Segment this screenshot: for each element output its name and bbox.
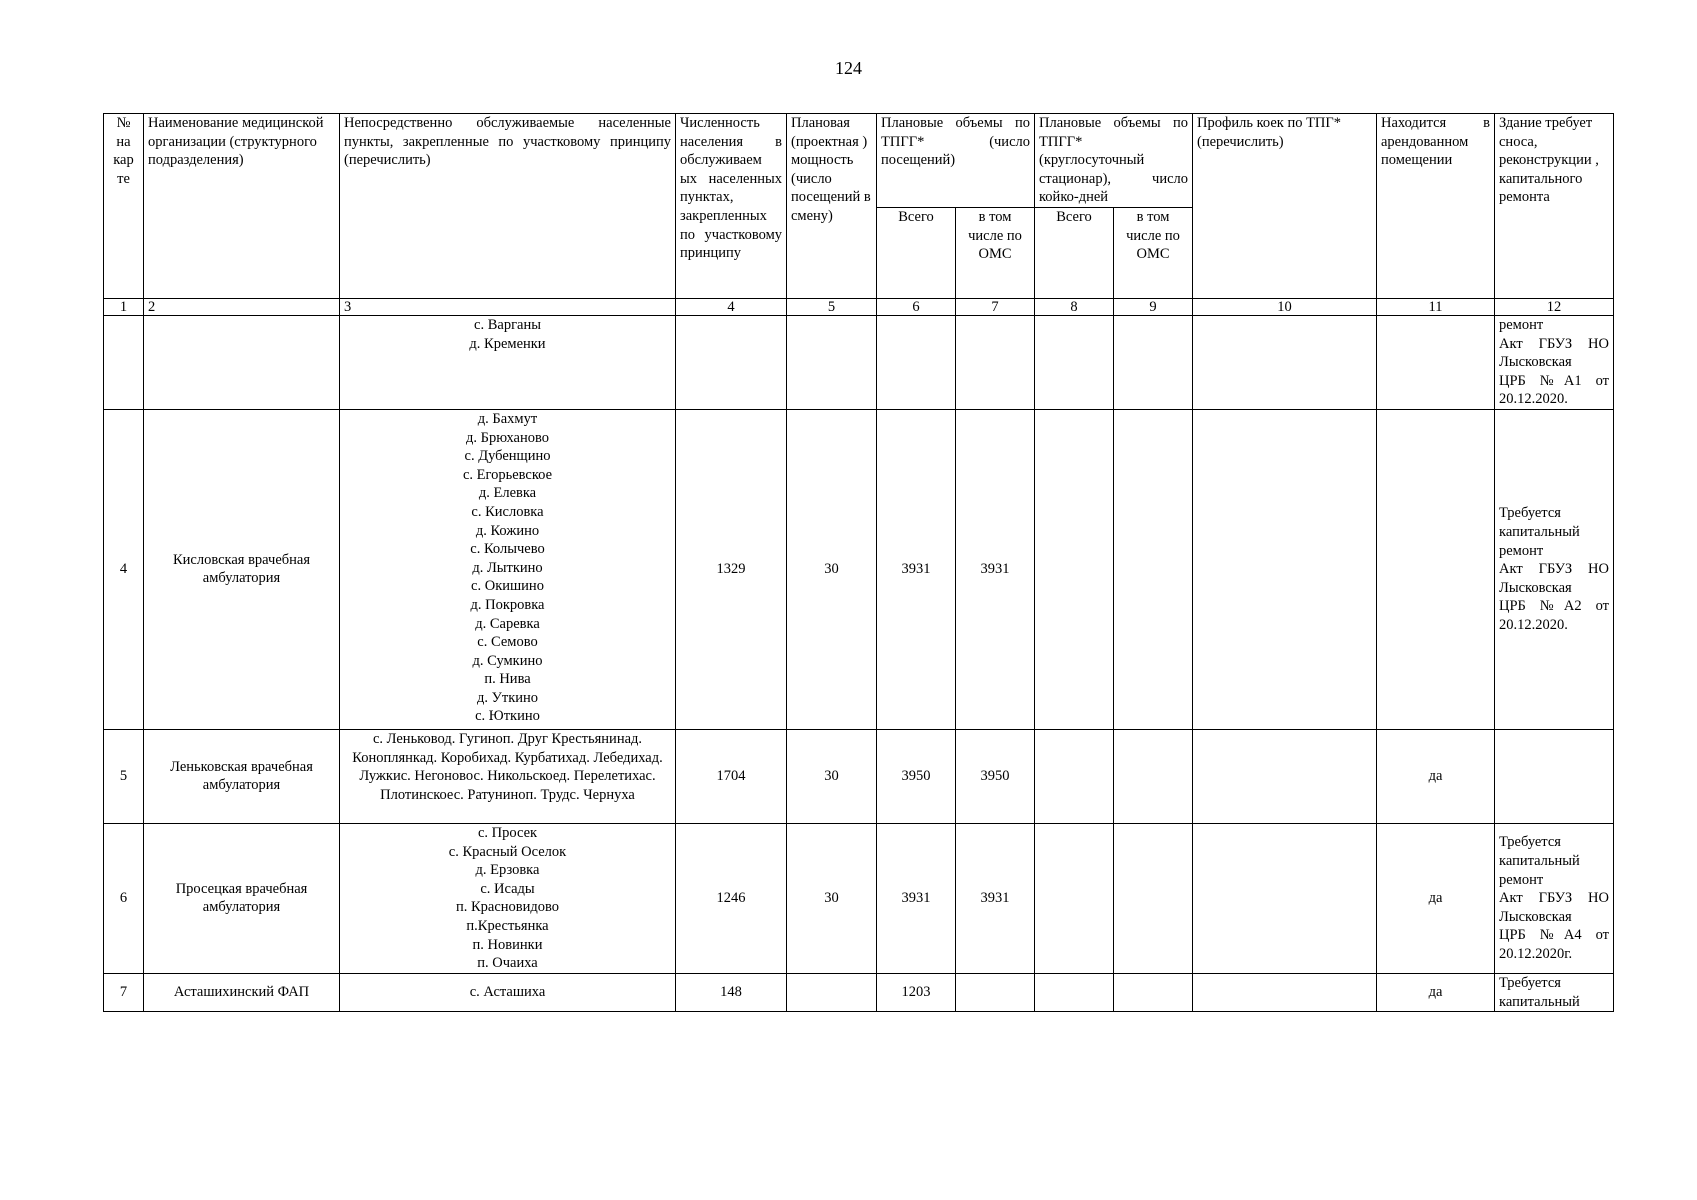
- bed-profile: [1193, 315, 1377, 409]
- settlement: п. Красновидово: [455, 899, 560, 916]
- beds-oms: [1114, 823, 1193, 973]
- population: [676, 315, 787, 409]
- table-row: [104, 409, 1614, 729]
- row-number: 7: [104, 973, 144, 1011]
- header-map-number: № на кар те: [104, 114, 144, 299]
- building-condition-line: Лысковская: [1499, 354, 1572, 371]
- building-condition-line: капитальный: [1499, 523, 1580, 540]
- header-capacity: Плановая (проектная ) мощность (число посещений в смену): [787, 114, 877, 299]
- column-number: 6: [877, 298, 956, 315]
- column-number: 2: [144, 298, 340, 315]
- settlement: с. Дубенщино: [464, 448, 551, 465]
- column-number: 10: [1193, 298, 1377, 315]
- header-planned-visits: Плановые объемы по ТПГГ* (число посещений): [877, 114, 1035, 208]
- beds-total: [1035, 973, 1114, 1011]
- medical-organizations-table: [103, 113, 1614, 1012]
- settlement: с. Окишино: [471, 578, 544, 595]
- beds-total: [1035, 729, 1114, 823]
- building-condition: [1495, 973, 1614, 1011]
- building-condition-line: капитальный: [1499, 852, 1580, 869]
- settlement: д. Саревка: [475, 615, 540, 632]
- building-condition-line: Лысковская: [1499, 579, 1572, 596]
- settlement: д. Уткино: [476, 689, 539, 706]
- settlement: с. Семово: [477, 634, 538, 651]
- settlement: п. Очаиха: [477, 955, 538, 972]
- settlement: д. Ерзовка: [475, 862, 540, 879]
- header-building-condition: Здание требует сноса, реконструкции , капитального ремонта: [1495, 114, 1614, 299]
- settlements-list: [344, 316, 671, 353]
- building-condition-line: 20.12.2020.: [1499, 391, 1568, 408]
- column-number: 3: [340, 298, 676, 315]
- settlement: п. Нива: [484, 671, 531, 688]
- beds-oms: [1114, 315, 1193, 409]
- settlements-cell: с. Леньковод. Гугиноп. Друг Крестьянинад. Коноплянкад. Коробихад. Курбатихад. Лебедихад. Лужкис. Негоновос. Никольскоед. Перелетихас. Плотинскоес. Ратуниноп. Трудс. Чернуха: [340, 729, 676, 823]
- visits-total: 3931: [877, 823, 956, 973]
- organization-name: Просецкая врачебная амбулатория: [144, 823, 340, 973]
- row-number: [104, 315, 144, 409]
- header-visits-total: Всего: [877, 207, 956, 298]
- beds-oms: [1114, 973, 1193, 1011]
- capacity: 30: [787, 823, 877, 973]
- header-beds-oms: в том числе по ОМС: [1114, 207, 1193, 298]
- visits-total: 3931: [877, 409, 956, 729]
- row-number: 4: [104, 409, 144, 729]
- visits-total: [877, 315, 956, 409]
- header-population: Численность населения в обслуживаем ых населенных пунктах, закрепленных по участковому принципу: [676, 114, 787, 299]
- column-number: 1: [104, 298, 144, 315]
- column-number: 9: [1114, 298, 1193, 315]
- column-number: 4: [676, 298, 787, 315]
- visits-total: 3950: [877, 729, 956, 823]
- header-planned-bed-days: Плановые объемы по ТПГГ* (круглосуточный стационар), число койко-дней: [1035, 114, 1193, 208]
- capacity: [787, 973, 877, 1011]
- settlement: д. Кожино: [475, 522, 540, 539]
- building-condition-line: Требуется: [1499, 974, 1561, 991]
- population: 1329: [676, 409, 787, 729]
- column-number: 5: [787, 298, 877, 315]
- row-number: 5: [104, 729, 144, 823]
- building-condition-line: ЦРБ №А4 от: [1499, 927, 1609, 944]
- settlements-cell: [340, 823, 676, 973]
- organization-name: Леньковская врачебная амбулатория: [144, 729, 340, 823]
- beds-oms: [1114, 409, 1193, 729]
- settlements-list: [344, 410, 671, 726]
- beds-oms: [1114, 729, 1193, 823]
- building-condition: [1495, 823, 1614, 973]
- building-condition-line: Акт ГБУЗ НО: [1499, 890, 1609, 907]
- header-rented: Находится в арендованном помещении: [1377, 114, 1495, 299]
- visits-total: 1203: [877, 973, 956, 1011]
- building-condition-line: ЦРБ №А2 от: [1499, 598, 1609, 615]
- column-number: 7: [956, 298, 1035, 315]
- visits-oms: 3931: [956, 409, 1035, 729]
- settlement: д. Брюханово: [466, 429, 549, 446]
- row-number: 6: [104, 823, 144, 973]
- header-beds-total: Всего: [1035, 207, 1114, 298]
- building-condition-line: ремонт: [1499, 871, 1544, 888]
- visits-oms: [956, 315, 1035, 409]
- settlement: с. Варганы: [474, 316, 541, 333]
- building-condition: [1495, 409, 1614, 729]
- table-row: [104, 973, 1614, 1011]
- settlements-cell: [340, 315, 676, 409]
- settlements-list: [344, 824, 671, 973]
- page-number: 124: [835, 58, 862, 78]
- capacity: 30: [787, 409, 877, 729]
- table-row: [104, 729, 1614, 823]
- bed-profile: [1193, 729, 1377, 823]
- settlement: п. Новинки: [472, 936, 543, 953]
- visits-oms: 3931: [956, 823, 1035, 973]
- rented: [1377, 315, 1495, 409]
- capacity: [787, 315, 877, 409]
- building-condition: [1495, 315, 1614, 409]
- table-header-row: [104, 114, 1614, 208]
- visits-oms: [956, 973, 1035, 1011]
- settlement: с. Просек: [477, 824, 538, 841]
- building-condition-line: капитальный: [1499, 993, 1580, 1010]
- visits-oms: 3950: [956, 729, 1035, 823]
- population: 148: [676, 973, 787, 1011]
- bed-profile: [1193, 973, 1377, 1011]
- settlement: с. Колычево: [470, 541, 545, 558]
- beds-total: [1035, 823, 1114, 973]
- settlement: д. Бахмут: [477, 410, 538, 427]
- building-condition-line: ремонт: [1499, 316, 1544, 333]
- organization-name: Кисловская врачебная амбулатория: [144, 409, 340, 729]
- beds-total: [1035, 409, 1114, 729]
- population: 1704: [676, 729, 787, 823]
- building-condition-line: 20.12.2020г.: [1499, 945, 1573, 962]
- building-condition-line: Требуется: [1499, 505, 1561, 522]
- building-condition: [1495, 729, 1614, 823]
- header-settlements: Непосредственно обслуживаемые населенные пункты, закрепленные по участковому принципу (перечислить): [340, 114, 676, 299]
- column-number-row: [104, 298, 1614, 315]
- header-bed-profile: Профиль коек по ТПГ* (перечислить): [1193, 114, 1377, 299]
- settlements-cell: с. Асташиха: [340, 973, 676, 1011]
- rented: да: [1377, 823, 1495, 973]
- settlement: с. Исады: [480, 880, 535, 897]
- organization-name: Асташихинский ФАП: [144, 973, 340, 1011]
- header-organization-name: Наименование медицинской организации (структурного подразделения): [144, 114, 340, 299]
- building-condition-line: ЦРБ №А1 от: [1499, 372, 1609, 389]
- building-condition-line: ремонт: [1499, 542, 1544, 559]
- rented: да: [1377, 973, 1495, 1011]
- column-number: 11: [1377, 298, 1495, 315]
- table-row: [104, 823, 1614, 973]
- beds-total: [1035, 315, 1114, 409]
- settlement: д. Сумкино: [472, 652, 543, 669]
- capacity: 30: [787, 729, 877, 823]
- bed-profile: [1193, 409, 1377, 729]
- building-condition-line: Акт ГБУЗ НО: [1499, 335, 1609, 352]
- building-condition-line: Акт ГБУЗ НО: [1499, 561, 1609, 578]
- organization-name: [144, 315, 340, 409]
- settlement: д. Лыткино: [472, 559, 543, 576]
- rented: [1377, 409, 1495, 729]
- settlements-cell: [340, 409, 676, 729]
- settlement: п.Крестьянка: [466, 917, 549, 934]
- settlement: с. Егорьевское: [462, 466, 553, 483]
- building-condition-line: 20.12.2020.: [1499, 616, 1568, 633]
- population: 1246: [676, 823, 787, 973]
- settlement: д. Кременки: [469, 335, 546, 352]
- settlement: д. Елевка: [478, 485, 537, 502]
- column-number: 8: [1035, 298, 1114, 315]
- column-number: 12: [1495, 298, 1614, 315]
- settlement: с. Кисловка: [471, 503, 544, 520]
- settlement: с. Красный Оселок: [448, 843, 567, 860]
- table-row: [104, 315, 1614, 409]
- building-condition-line: Требуется: [1499, 834, 1561, 851]
- settlement: д. Покровка: [470, 596, 545, 613]
- header-visits-oms: в том числе по ОМС: [956, 207, 1035, 298]
- rented: да: [1377, 729, 1495, 823]
- bed-profile: [1193, 823, 1377, 973]
- settlement: с. Юткино: [475, 708, 540, 725]
- building-condition-line: Лысковская: [1499, 908, 1572, 925]
